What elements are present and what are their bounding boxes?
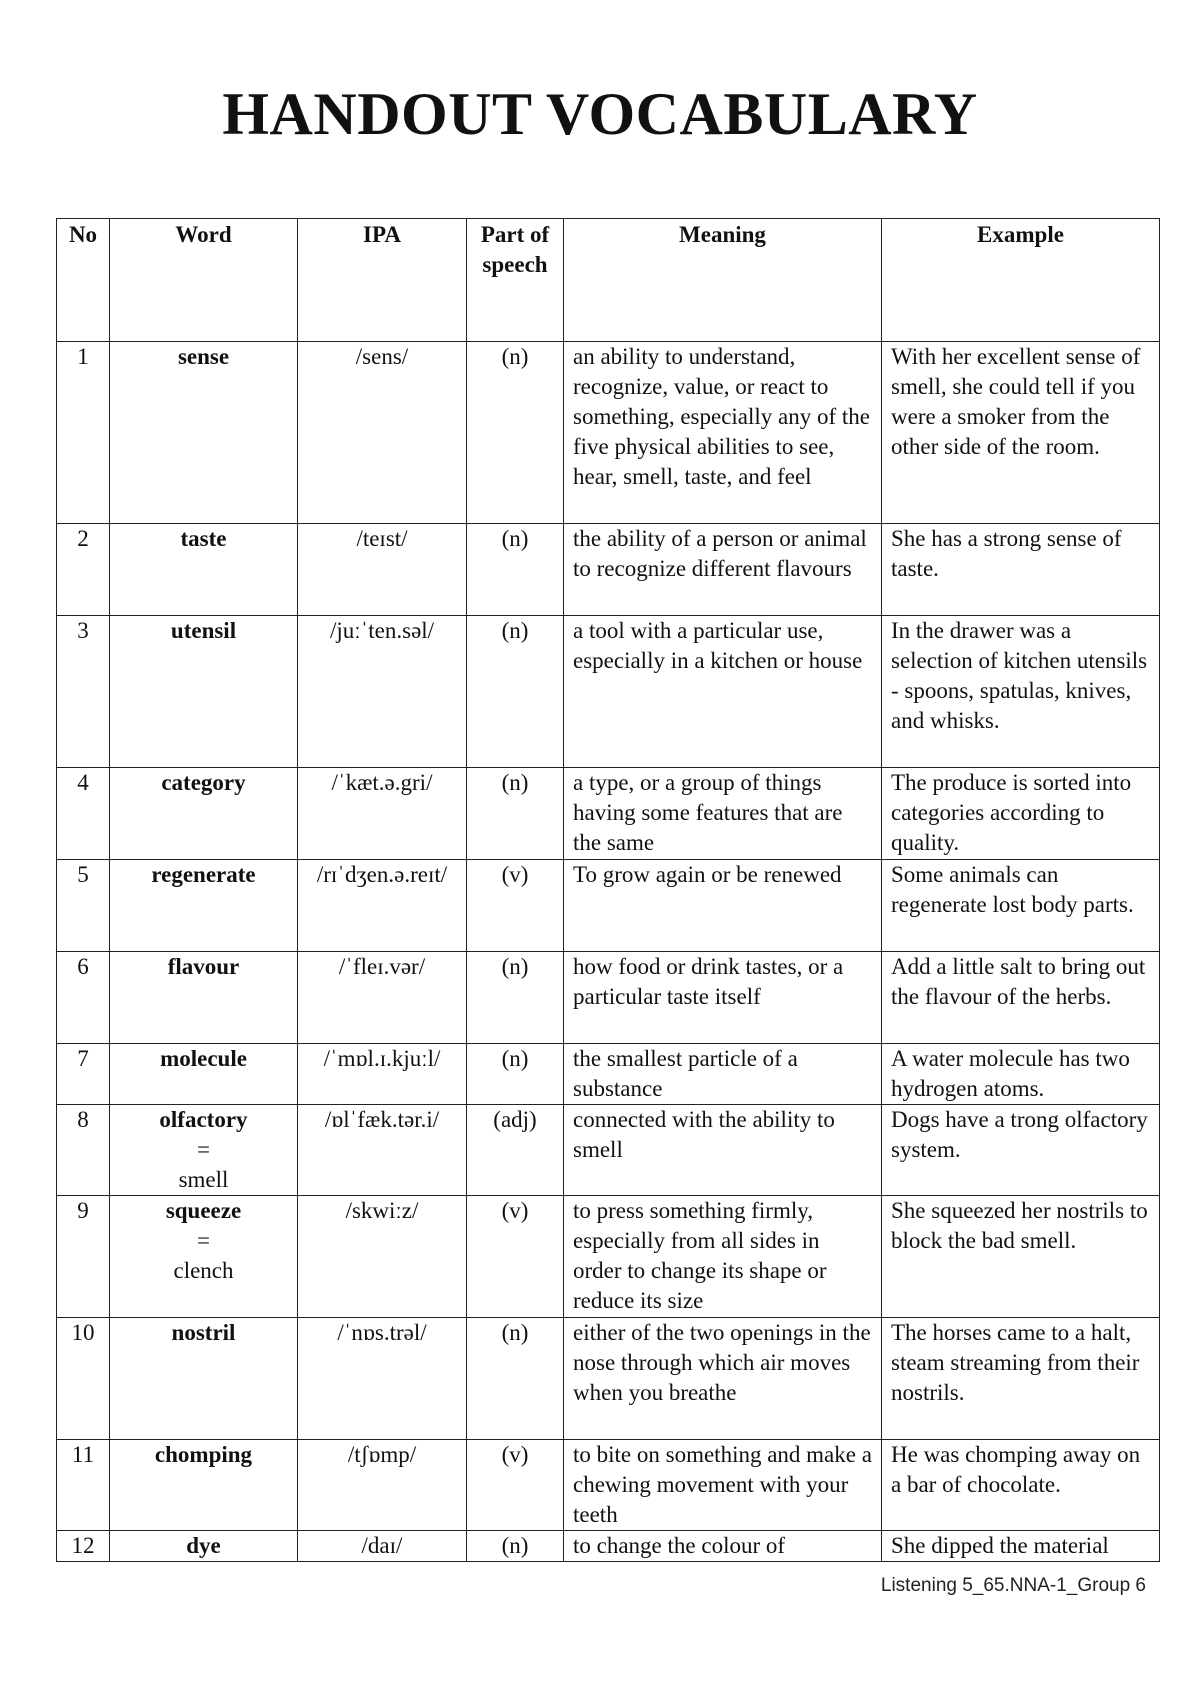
word-synonym: smell <box>178 1167 229 1192</box>
word-cell <box>110 616 298 768</box>
table-row <box>57 860 1160 952</box>
example-cell: Some animals can regenerate lost body parts. <box>882 860 1160 952</box>
word-term: flavour <box>167 954 240 979</box>
part-of-speech-cell: (n) <box>467 524 564 616</box>
row-number: 12 <box>57 1531 110 1562</box>
word-term: squeeze <box>165 1198 242 1223</box>
example-cell: A water molecule has two hydrogen atoms. <box>882 1044 1160 1105</box>
example-cell: Dogs have a trong olfactory system. <box>882 1105 1160 1196</box>
meaning-cell: the smallest particle of a substance <box>564 1044 882 1105</box>
footer-note: Listening 5_65.NNA-1_Group 6 <box>880 1575 1146 1596</box>
row-number: 5 <box>57 860 110 952</box>
word-term: sense <box>177 344 230 369</box>
meaning-cell: the ability of a person or animal to recognize different flavours <box>564 524 882 616</box>
table-body <box>57 342 1160 1562</box>
table-row <box>57 616 1160 768</box>
ipa-cell: /ˈnɒs.trəl/ <box>298 1318 467 1440</box>
table-row <box>57 1440 1160 1531</box>
header-part-of-speech <box>467 219 564 342</box>
meaning-cell: how food or drink tastes, or a particular taste itself <box>564 952 882 1044</box>
meaning-cell: to bite on something and make a chewing movement with your teeth <box>564 1440 882 1531</box>
word-cell <box>110 768 298 860</box>
example-cell: He was chomping away on a bar of chocolate. <box>882 1440 1160 1531</box>
row-number: 9 <box>57 1196 110 1318</box>
row-number: 1 <box>57 342 110 524</box>
header-no: No <box>57 219 110 342</box>
header-example: Example <box>882 219 1160 342</box>
meaning-cell: to press something firmly, especially from all sides in order to change its shape or reduce its size <box>564 1196 882 1318</box>
part-of-speech-cell: (n) <box>467 1044 564 1105</box>
ipa-cell: /ɒlˈfæk.tər.i/ <box>298 1105 467 1196</box>
word-cell <box>110 1531 298 1562</box>
word-cell <box>110 1440 298 1531</box>
word-cell <box>110 952 298 1044</box>
ipa-cell: /juːˈten.səl/ <box>298 616 467 768</box>
row-number: 7 <box>57 1044 110 1105</box>
row-number: 10 <box>57 1318 110 1440</box>
part-of-speech-cell: (n) <box>467 1318 564 1440</box>
word-term: molecule <box>160 1046 247 1071</box>
part-of-speech-cell: (n) <box>467 768 564 860</box>
word-term: regenerate <box>151 862 256 887</box>
ipa-cell: /daɪ/ <box>298 1531 467 1562</box>
example-cell: Add a little salt to bring out the flavour of the herbs. <box>882 952 1160 1044</box>
ipa-cell: /ˈmɒl.ɪ.kjuːl/ <box>298 1044 467 1105</box>
part-of-speech-cell: (v) <box>467 860 564 952</box>
meaning-cell: To grow again or be renewed <box>564 860 882 952</box>
example-cell: She has a strong sense of taste. <box>882 524 1160 616</box>
header-ipa: IPA <box>298 219 467 342</box>
table-row <box>57 1531 1160 1562</box>
header-part-of-speech-label: Part of speech <box>480 222 550 277</box>
row-number: 8 <box>57 1105 110 1196</box>
ipa-cell: /sens/ <box>298 342 467 524</box>
part-of-speech-cell: (n) <box>467 342 564 524</box>
example-cell: In the drawer was a selection of kitchen utensils - spoons, spatulas, knives, and whisks. <box>882 616 1160 768</box>
part-of-speech-cell: (n) <box>467 952 564 1044</box>
meaning-cell: connected with the ability to smell <box>564 1105 882 1196</box>
table-row <box>57 1105 1160 1196</box>
example-cell: With her excellent sense of smell, she could tell if you were a smoker from the other side of the room. <box>882 342 1160 524</box>
word-cell <box>110 1105 298 1196</box>
ipa-cell: /tʃɒmp/ <box>298 1440 467 1531</box>
ipa-cell: /rɪˈdʒen.ə.reɪt/ <box>298 860 467 952</box>
example-cell: She dipped the material <box>882 1531 1160 1562</box>
table-row <box>57 768 1160 860</box>
meaning-cell: either of the two openings in the nose through which air moves when you breathe <box>564 1318 882 1440</box>
example-cell: The horses came to a halt, steam streaming from their nostrils. <box>882 1318 1160 1440</box>
meaning-cell: to change the colour of <box>564 1531 882 1562</box>
word-term: taste <box>180 526 227 551</box>
ipa-cell: /ˈkæt.ə.gri/ <box>298 768 467 860</box>
part-of-speech-cell: (v) <box>467 1196 564 1318</box>
header-row <box>57 219 1160 342</box>
example-cell: The produce is sorted into categories according to quality. <box>882 768 1160 860</box>
table-row <box>57 342 1160 524</box>
table-row <box>57 524 1160 616</box>
word-cell <box>110 342 298 524</box>
table-row <box>57 1044 1160 1105</box>
vocabulary-table <box>56 218 1160 1562</box>
meaning-cell: a type, or a group of things having some features that are the same <box>564 768 882 860</box>
part-of-speech-cell: (n) <box>467 616 564 768</box>
row-number: 2 <box>57 524 110 616</box>
header-word: Word <box>110 219 298 342</box>
row-number: 3 <box>57 616 110 768</box>
meaning-cell: a tool with a particular use, especially in a kitchen or house <box>564 616 882 768</box>
word-term: chomping <box>154 1442 253 1467</box>
word-cell <box>110 1318 298 1440</box>
word-term: category <box>161 770 246 795</box>
table-row <box>57 1196 1160 1318</box>
word-cell <box>110 524 298 616</box>
example-cell: She squeezed her nostrils to block the bad smell. <box>882 1196 1160 1318</box>
page-title: HANDOUT VOCABULARY <box>222 81 978 147</box>
word-cell <box>110 1196 298 1318</box>
ipa-cell: /teɪst/ <box>298 524 467 616</box>
row-number: 6 <box>57 952 110 1044</box>
word-equals-sign: = <box>197 1137 210 1162</box>
table-row <box>57 952 1160 1044</box>
table-row <box>57 1318 1160 1440</box>
part-of-speech-cell: (n) <box>467 1531 564 1562</box>
word-synonym: clench <box>173 1258 234 1283</box>
row-number: 4 <box>57 768 110 860</box>
row-number: 11 <box>57 1440 110 1531</box>
part-of-speech-cell: (adj) <box>467 1105 564 1196</box>
word-cell <box>110 1044 298 1105</box>
ipa-cell: /ˈfleɪ.vər/ <box>298 952 467 1044</box>
word-equals-sign: = <box>197 1228 210 1253</box>
word-term: utensil <box>170 618 237 643</box>
word-term: olfactory <box>159 1107 248 1132</box>
word-term: nostril <box>171 1320 236 1345</box>
ipa-cell: /skwiːz/ <box>298 1196 467 1318</box>
part-of-speech-cell: (v) <box>467 1440 564 1531</box>
word-term: dye <box>186 1533 221 1558</box>
meaning-cell: an ability to understand, recognize, value, or react to something, especially any of the five physical abilities to see, hear, smell, taste, and feel <box>564 342 882 524</box>
header-meaning: Meaning <box>564 219 882 342</box>
table-header <box>57 219 1160 342</box>
word-cell <box>110 860 298 952</box>
